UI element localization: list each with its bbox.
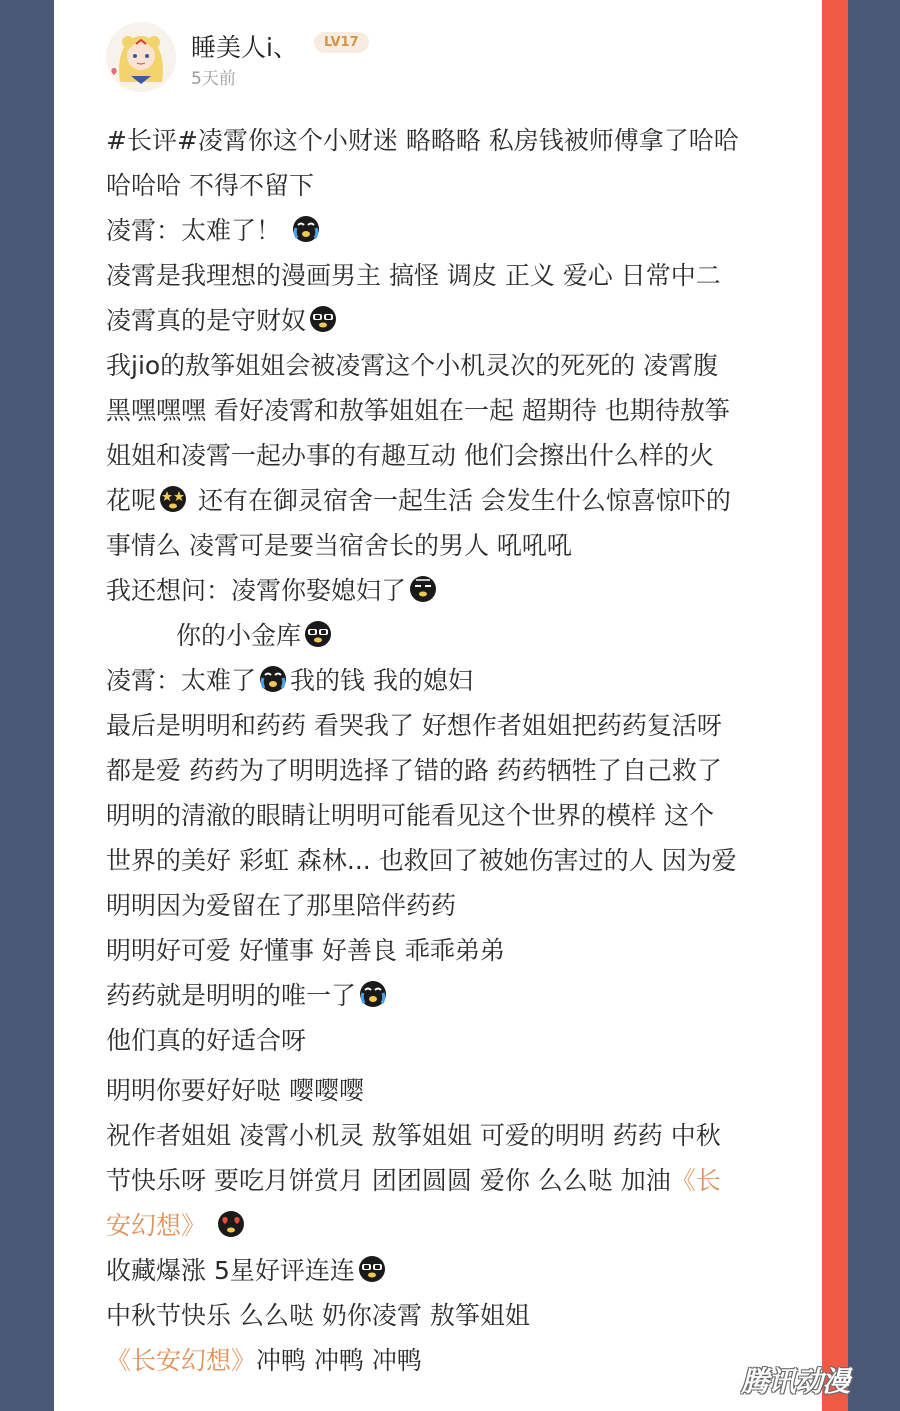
body-line: #长评#凌霄你这个小财迷 略略略 私房钱被师傅拿了哈哈 [106, 126, 739, 155]
body-line [106, 973, 806, 1018]
sweat-emoji-icon [408, 574, 438, 604]
body-line [106, 1158, 806, 1203]
crying-emoji-icon [291, 214, 321, 244]
body-text: 花呢 [106, 486, 157, 515]
tencent-comic-watermark: 腾讯动漫 [741, 1365, 850, 1398]
body-line: 最后是明明和药药 看哭我了 好想作者姐姐把药药复活呀 [106, 711, 722, 740]
body-text: 药药就是明明的唯一了 [106, 981, 357, 1010]
body-text: 凌霄：太难了 [106, 666, 257, 695]
body-line: 祝作者姐姐 凌霄小机灵 敖筝姐姐 可爱的明明 药药 中秋 [106, 1121, 721, 1150]
body-line: 明明因为爱留在了那里陪伴药药 [106, 891, 457, 920]
body-line [106, 478, 806, 523]
body-line: 世界的美好 彩虹 森林... 也救回了被她伤害过的人 因为爱 [106, 846, 737, 875]
body-line [106, 1338, 806, 1383]
post-time: 5天前 [191, 69, 236, 89]
body-text: 我还想问：凌霄你娶媳妇了 [106, 576, 407, 605]
body-text: 冲鸭 冲鸭 冲鸭 [256, 1346, 422, 1375]
body-line [106, 1248, 806, 1293]
starstruck-emoji-icon [158, 484, 188, 514]
comment-body [106, 118, 806, 1383]
body-line [106, 298, 806, 343]
body-text: 凌霄：太难了！ [106, 216, 282, 245]
sunglasses-emoji-icon [303, 619, 333, 649]
body-line [106, 1203, 806, 1248]
right-border-blue [848, 0, 900, 1411]
avatar-illustration [106, 22, 176, 92]
comic-title-link[interactable]: 安幻想》 [106, 1211, 207, 1240]
body-text: 我的钱 我的媳妇 [290, 666, 473, 695]
body-line: 姐姐和凌霄一起办事的有趣互动 他们会擦出什么样的火 [106, 441, 714, 470]
body-line: 事情么 凌霄可是要当宿舍长的男人 吼吼吼 [106, 531, 572, 560]
body-line: 明明你要好好哒 嘤嘤嘤 [106, 1076, 364, 1105]
body-line: 中秋节快乐 么么哒 奶你凌霄 敖筝姐姐 [106, 1301, 530, 1330]
body-text: 凌霄真的是守财奴 [106, 306, 307, 335]
body-line: 黑嘿嘿嘿 看好凌霄和敖筝姐姐在一起 超期待 也期待敖筝 [106, 396, 730, 425]
body-line [106, 658, 806, 703]
body-line: 凌霄是我理想的漫画男主 搞怪 调皮 正义 爱心 日常中二 [106, 261, 721, 290]
body-text: 节快乐呀 要吃月饼赏月 团团圆圆 爱你 么么哒 加油 [106, 1166, 671, 1195]
body-line: 明明好可爱 好懂事 好善良 乖乖弟弟 [106, 936, 505, 965]
avatar[interactable] [106, 22, 176, 92]
sunglasses-emoji-icon [308, 304, 338, 334]
hearts-emoji-icon [216, 1209, 246, 1239]
username[interactable]: 睡美人i、 [191, 33, 298, 62]
sunglasses-emoji-icon [357, 1254, 387, 1284]
body-line: 我jio的敖筝姐姐会被凌霄这个小机灵次的死死的 凌霄腹 [106, 351, 719, 380]
body-line: 哈哈哈 不得不留下 [106, 171, 314, 200]
body-line [106, 613, 806, 658]
body-text: 收藏爆涨 5星好评连连 [106, 1256, 355, 1285]
comic-title-link[interactable]: 《长安幻想》 [106, 1346, 257, 1375]
body-line: 他们真的好适合呀 [106, 1026, 307, 1055]
body-line [106, 208, 806, 253]
crying-emoji-icon [258, 664, 288, 694]
body-line [106, 568, 806, 613]
body-text: 还有在御灵宿舍一起生活 会发生什么惊喜惊吓的 [197, 486, 731, 515]
crying-emoji-icon [358, 979, 388, 1009]
right-border-red [822, 0, 848, 1411]
left-border [0, 0, 54, 1411]
body-text: 你的小金库 [176, 621, 302, 650]
comment-card [54, 0, 822, 1411]
body-line: 明明的清澈的眼睛让明明可能看见这个世界的模样 这个 [106, 801, 714, 830]
level-badge: LV17 [314, 32, 369, 53]
body-line: 都是爱 药药为了明明选择了错的路 药药牺牲了自己救了 [106, 756, 722, 785]
comic-title-link[interactable]: 《长 [670, 1166, 721, 1195]
